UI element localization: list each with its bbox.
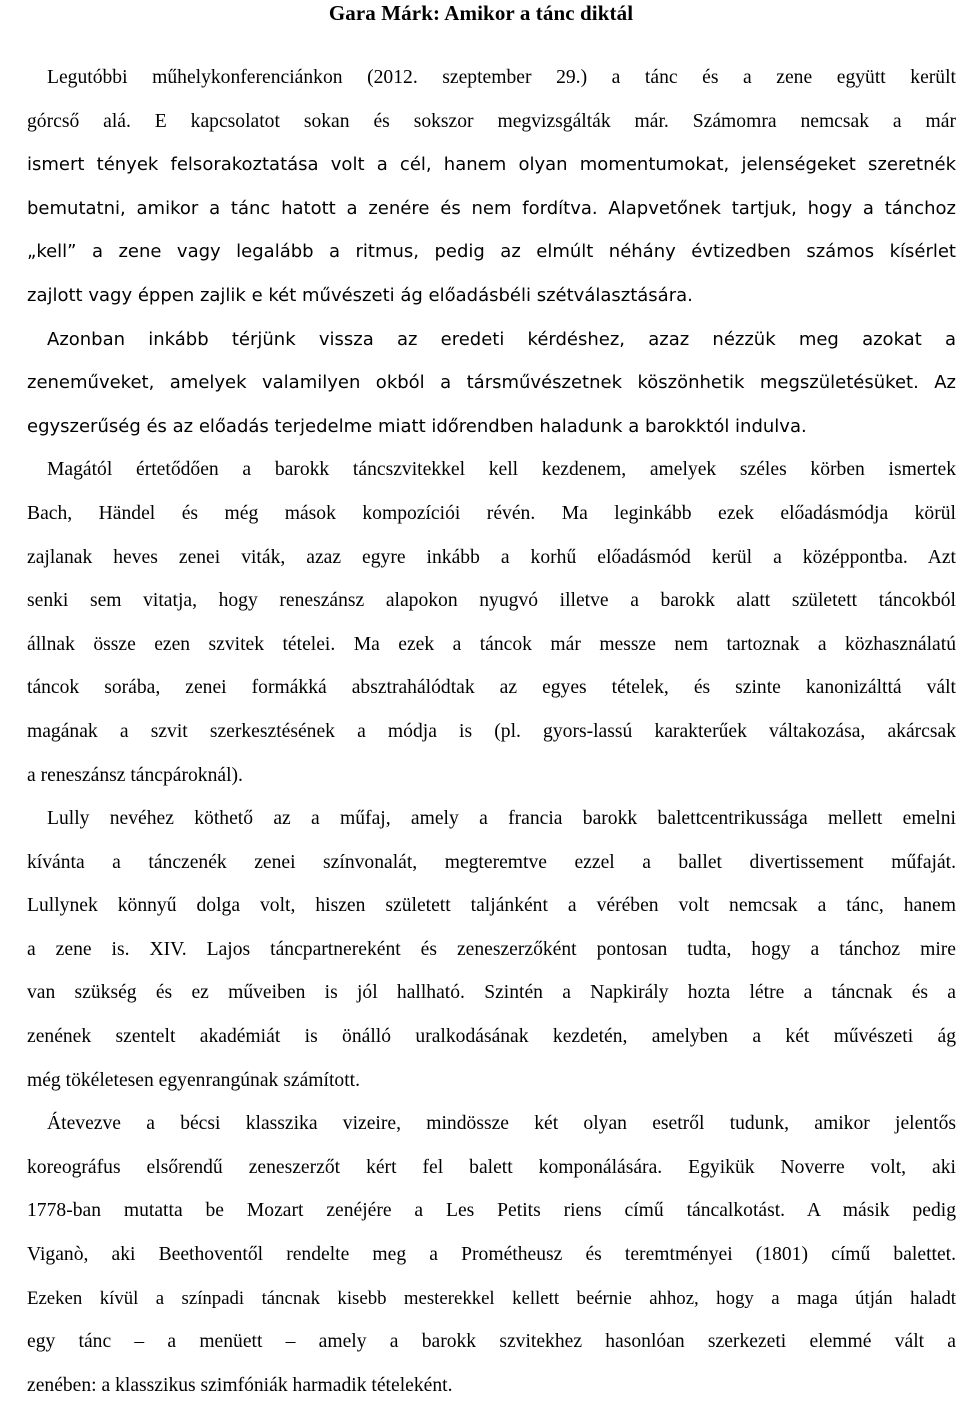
- paragraph-line: Átevezve a bécsi klasszika vizeire, mindössze két olyan esetről tudunk, amikor jelentős: [47, 1113, 956, 1135]
- paragraph-line: állnak össze ezen szvitek tételei. Ma ezek a táncok már messze nem tartoznak a közhasználatú: [27, 633, 956, 655]
- paragraph-line: zenében: a klasszikus szimfóniák harmadik tételeként.: [27, 1374, 453, 1396]
- paragraph-line: van szükség és ez műveiben is jól hallható. Szintén a Napkirály hozta létre a táncnak és a: [27, 982, 956, 1004]
- paragraph-line: zajlanak heves zenei viták, azaz egyre inkább a korhű előadásmód kerül a középpontba. Azt: [27, 546, 956, 568]
- paragraph-line: „kell” a zene vagy legalább a ritmus, pedig az elmúlt néhány évtizedben számos kísérlet: [27, 241, 956, 263]
- paragraph-line: 1778-ban mutatta be Mozart zenéjére a Les Petits riens című táncalkotást. A másik pedig: [27, 1200, 956, 1222]
- paragraph-line: senki sem vitatja, hogy reneszánsz alapokon nyugvó illetve a barokk alatt született táncokból: [27, 590, 956, 612]
- paragraph-line: Ezeken kívül a színpadi táncnak kisebb mesterekkel kellett beérnie ahhoz, hogy a maga útján haladt: [27, 1287, 956, 1309]
- paragraph-4: [6, 797, 956, 1102]
- paragraph-line: zeneműveket, amelyek valamilyen okból a társművészetnek köszönhetik megszületésüket. Az: [27, 372, 956, 394]
- paragraph-line: Magától értetődően a barokk táncszvitekkel kell kezdenem, amelyek széles körben ismertek: [47, 459, 956, 481]
- paragraph-line: Bach, Händel és még mások kompozíciói révén. Ma leginkább ezek előadásmódja körül: [27, 502, 956, 524]
- paragraph-line: egyszerűség és az előadás terjedelme miatt időrendben haladunk a barokktól indulva.: [27, 415, 807, 437]
- paragraph-line: ismert tények felsorakoztatása volt a cél, hanem olyan momentumokat, jelenségeket szeretnék: [27, 154, 956, 176]
- document-title: Gara Márk: Amikor a tánc diktál: [328, 1, 634, 25]
- paragraph-5: [6, 1102, 956, 1407]
- paragraph-2: [6, 318, 956, 449]
- paragraph-line: bemutatni, amikor a tánc hatott a zenére és nem fordítva. Alapvetőnek tartjuk, hogy a tánchoz: [27, 197, 956, 219]
- paragraph-line: egy tánc – a menüett – amely a barokk szvitekhez hasonlóan szerkezeti elemmé vált a: [27, 1331, 956, 1353]
- paragraph-line: Legutóbbi műhelykonferenciánkon (2012. szeptember 29.) a tánc és a zene együtt került: [47, 67, 956, 88]
- paragraph-line: górcső alá. E kapcsolatot sokan és sokszor megvizsgálták már. Számomra nemcsak a már: [27, 110, 956, 132]
- paragraph-line: Azonban inkább térjünk vissza az eredeti kérdéshez, azaz nézzük meg azokat a: [47, 328, 956, 350]
- paragraph-line: a zene is. XIV. Lajos táncpartnereként és zeneszerzőként pontosan tudta, hogy a tánchoz mire: [27, 938, 956, 960]
- paragraph-line: kívánta a tánczenék zenei színvonalát, megteremtve ezzel a ballet divertissement műfaját.: [27, 851, 956, 873]
- paragraph-line: koreográfus elsőrendű zeneszerzőt kért fel balett komponálására. Egyikük Noverre volt, aki: [27, 1156, 956, 1178]
- paragraph-line: Lully nevéhez köthető az a műfaj, amely a francia barokk balettcentrikussága mellett emelni: [47, 808, 956, 830]
- paragraph-line: a reneszánsz táncpároknál).: [27, 764, 243, 786]
- paragraph-line: magának a szvit szerkesztésének a módja is (pl. gyors-lassú karakterűek váltakozása, akárcsak: [27, 720, 956, 742]
- paragraph-line: Lullynek könnyű dolga volt, hiszen született taljánként a vérében volt nemcsak a tánc, hanem: [27, 895, 956, 917]
- paragraph-1: [6, 56, 956, 318]
- paragraph-line: még tökéletesen egyenrangúnak számított.: [27, 1069, 360, 1091]
- paragraph-line: Viganò, aki Beethoventől rendelte meg a Prométheusz és teremtményei (1801) című balettet.: [27, 1244, 956, 1266]
- paragraph-line: zajlott vagy éppen zajlik e két művészeti ág előadásbéli szétválasztására.: [27, 284, 693, 306]
- paragraph-line: zenének szentelt akadémiát is önálló uralkodásának kezdetén, amelyben a két művészeti ág: [27, 1026, 956, 1048]
- paragraph-line: táncok sorába, zenei formákká absztrahálódtak az egyes tételek, és szinte kanonizálttá vált: [27, 677, 956, 699]
- paragraph-3: [6, 448, 956, 797]
